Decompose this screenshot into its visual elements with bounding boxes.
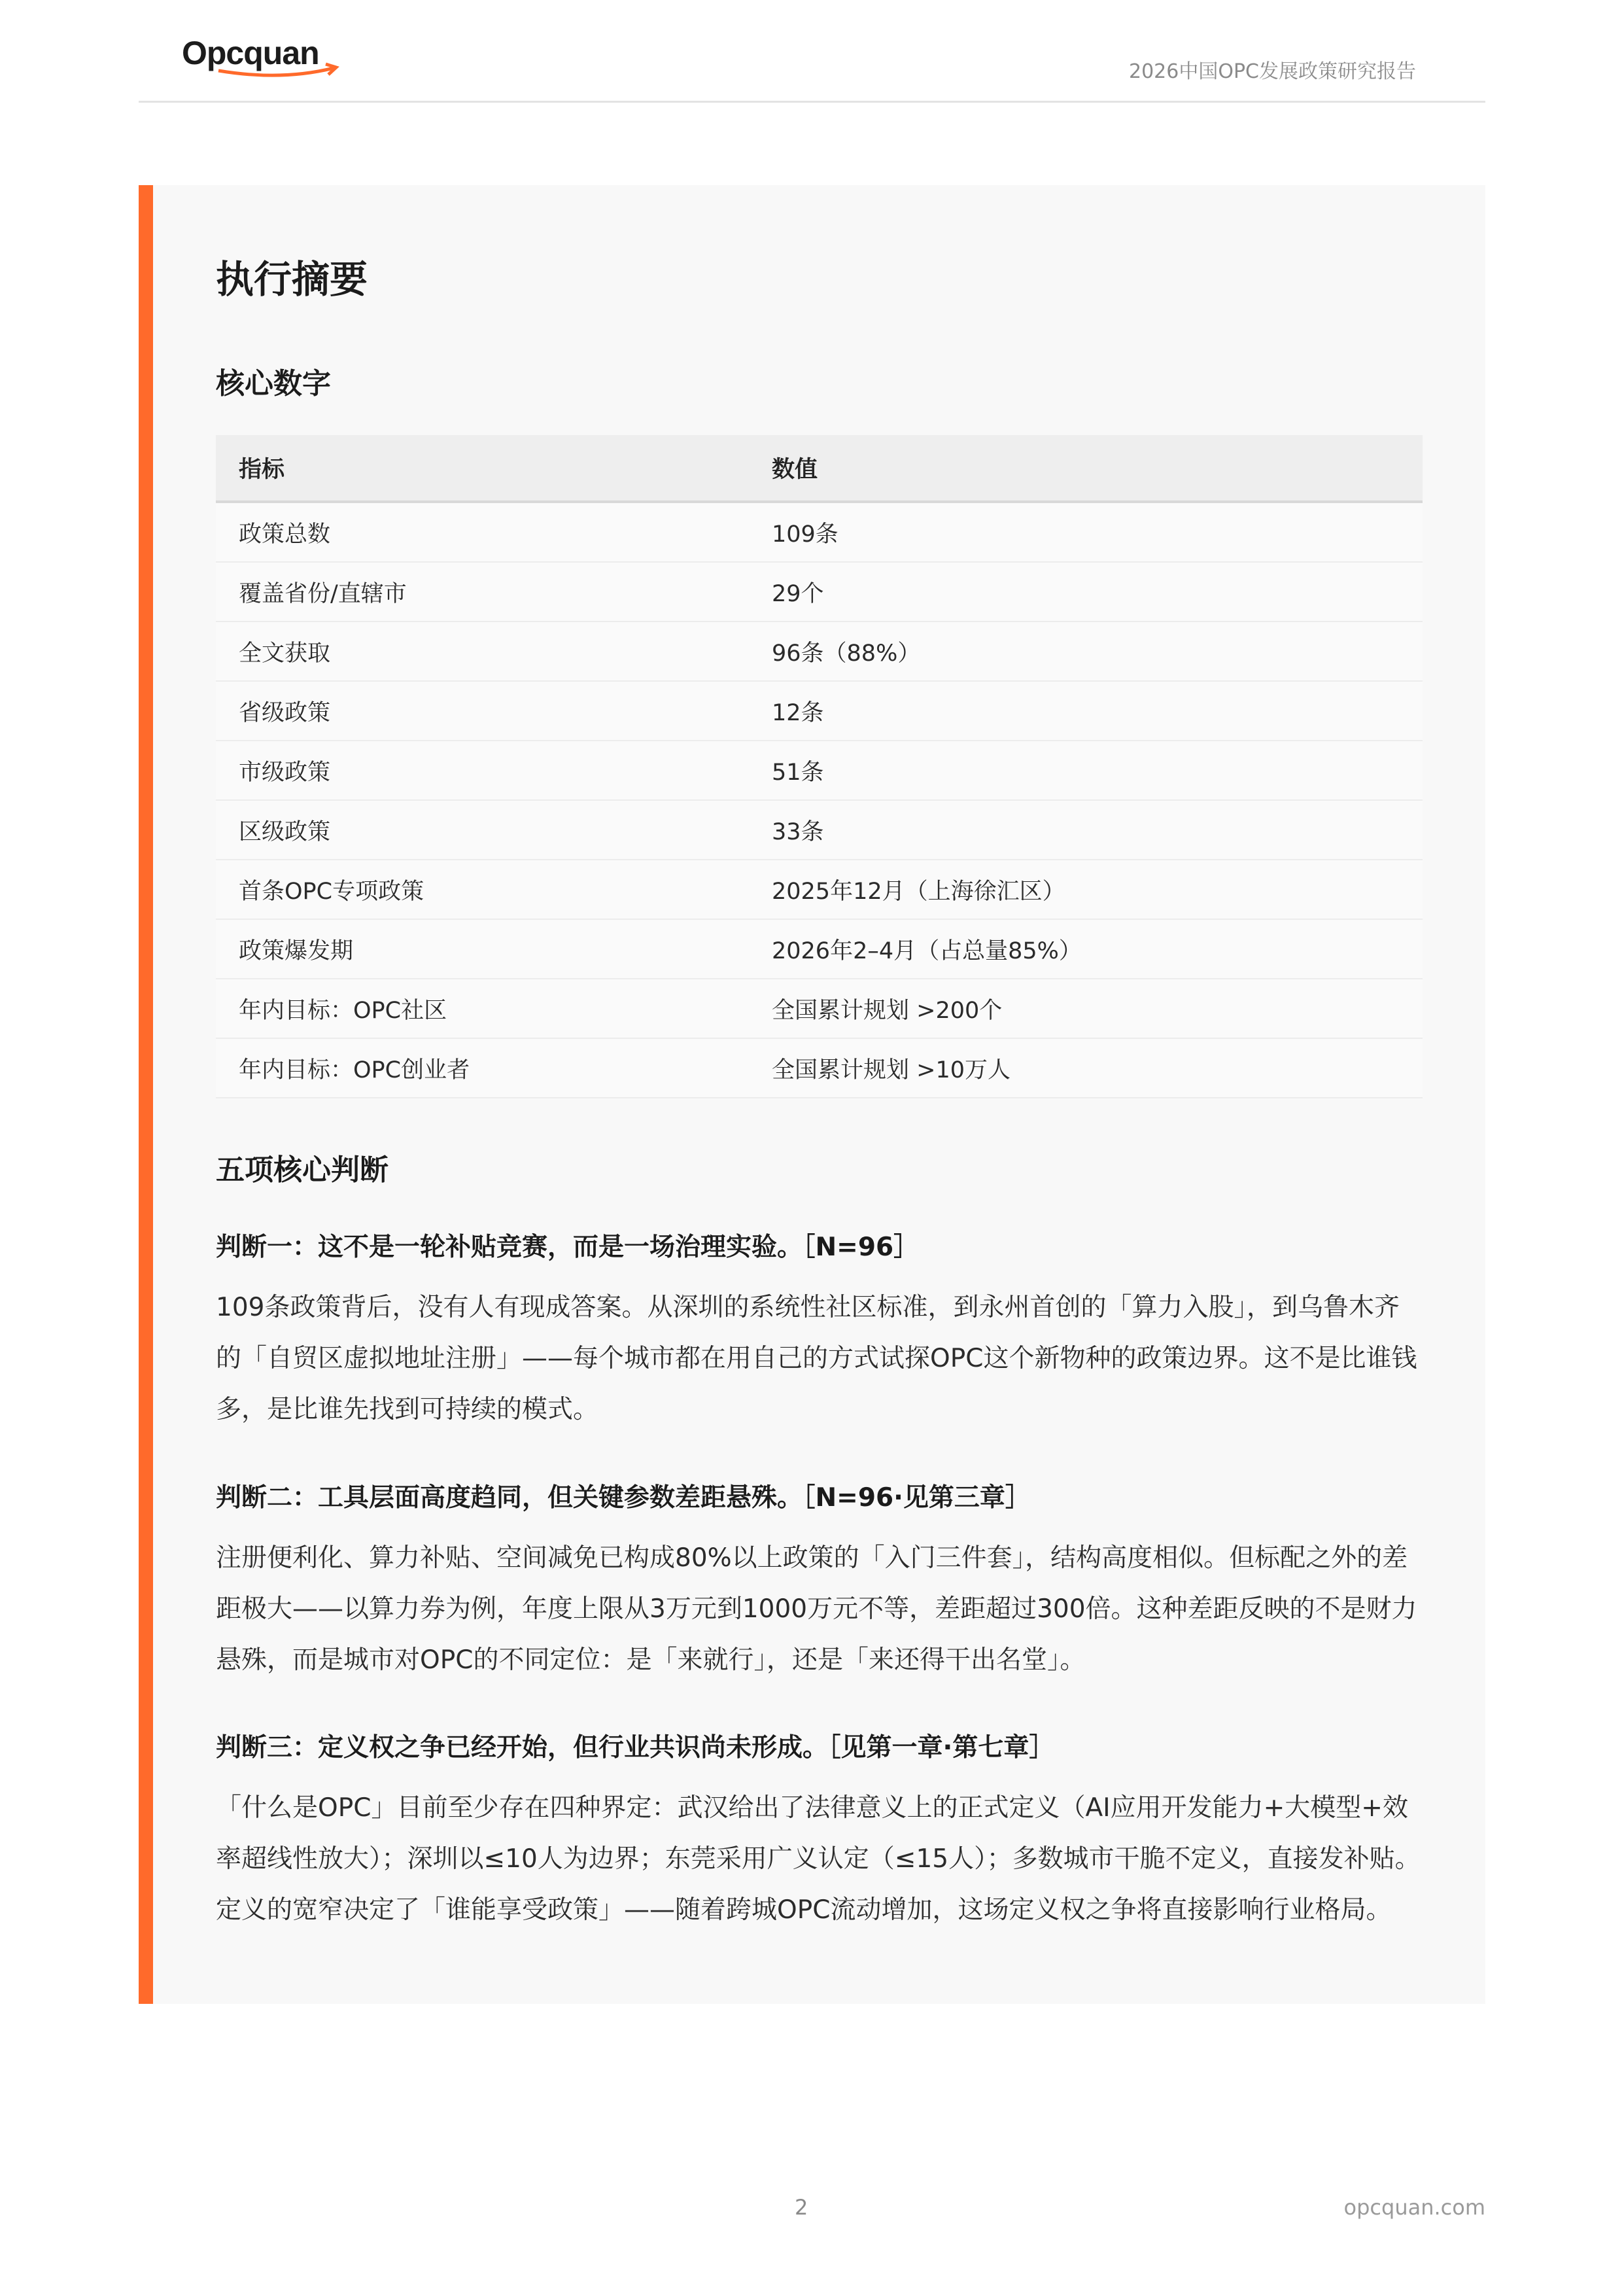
logo-arrow-icon — [216, 61, 347, 81]
metric-cell: 政策爆发期 — [216, 919, 749, 979]
page-number: 2 — [795, 2195, 808, 2220]
value-cell: 29个 — [749, 562, 1423, 622]
value-cell: 2025年12月（上海徐汇区） — [749, 860, 1423, 919]
judgments-heading: 五项核心判断 — [216, 1153, 389, 1187]
table-header-row — [216, 435, 1423, 502]
footer-site-link[interactable]: opcquan.com — [1343, 2195, 1485, 2220]
table-row — [216, 622, 1423, 681]
judgment-1-title: 判断一：这不是一轮补贴竞赛，而是一场治理实验。［N=96］ — [216, 1233, 920, 1262]
value-cell: 2026年2–4月（占总量85%） — [749, 919, 1423, 979]
value-cell: 96条（88%） — [749, 622, 1423, 681]
metric-cell: 年内目标：OPC社区 — [216, 979, 749, 1038]
table-row — [216, 1038, 1423, 1098]
section-title: 执行摘要 — [216, 257, 368, 302]
judgment-1-body: 109条政策背后，没有人有现成答案。从深圳的系统性社区标准，到永州首创的「算力入股」，到乌鲁木齐的「自贸区虚拟地址注册」——每个城市都在用自己的方式试探OPC这个新物种的政策边界。这不是比谁钱多，是比谁先找到可持续的模式。 — [216, 1293, 1417, 1424]
accent-bar — [139, 185, 153, 2004]
metric-cell: 首条OPC专项政策 — [216, 860, 749, 919]
table-row — [216, 919, 1423, 979]
metric-cell: 覆盖省份/直辖市 — [216, 562, 749, 622]
brand-logo: Opcquan — [182, 35, 319, 71]
table-row — [216, 502, 1423, 562]
table-row — [216, 860, 1423, 919]
header-metric: 指标 — [216, 435, 749, 502]
judgment-3-title: 判断三：定义权之争已经开始，但行业共识尚未形成。［见第一章·第七章］ — [216, 1733, 1055, 1762]
metric-cell: 年内目标：OPC创业者 — [216, 1038, 749, 1098]
header-value: 数值 — [749, 435, 1423, 502]
value-cell: 33条 — [749, 800, 1423, 860]
value-cell: 全国累计规划 >200个 — [749, 979, 1423, 1038]
metric-cell: 市级政策 — [216, 741, 749, 800]
judgment-3-body: 「什么是OPC」目前至少存在四种界定：武汉给出了法律意义上的正式定义（AI应用开发能力+大模型+效率超线性放大）；深圳以≤10人为边界；东莞采用广义认定（≤15人）；多数城市干脆不定义，直接发补贴。定义的宽窄决定了「谁能享受政策」——随着跨城OPC流动增加，这场定义权之争将直接影响行业格局。 — [216, 1793, 1421, 1925]
value-cell: 全国累计规划 >10万人 — [749, 1038, 1423, 1098]
judgment-2-title: 判断二：工具层面高度趋同，但关键参数差距悬殊。［N=96·见第三章］ — [216, 1483, 1031, 1513]
judgment-2-body: 注册便利化、算力补贴、空间减免已构成80%以上政策的「入门三件套」，结构高度相似。但标配之外的差距极大——以算力券为例，年度上限从3万元到1000万元不等，差距超过300倍。这种差距反映的不是财力悬殊，而是城市对OPC的不同定位：是「来就行」，还是「来还得干出名堂」。 — [216, 1543, 1417, 1675]
metric-cell: 政策总数 — [216, 502, 749, 562]
core-numbers-heading: 核心数字 — [216, 367, 331, 400]
metric-cell: 全文获取 — [216, 622, 749, 681]
table-row — [216, 979, 1423, 1038]
table-row — [216, 681, 1423, 741]
metrics-table — [216, 435, 1423, 1098]
value-cell: 12条 — [749, 681, 1423, 741]
table-row — [216, 741, 1423, 800]
value-cell: 51条 — [749, 741, 1423, 800]
value-cell: 109条 — [749, 502, 1423, 562]
metric-cell: 区级政策 — [216, 800, 749, 860]
table-row — [216, 800, 1423, 860]
metric-cell: 省级政策 — [216, 681, 749, 741]
table-row — [216, 562, 1423, 622]
report-title: 2026中国OPC发展政策研究报告 — [1129, 60, 1416, 83]
